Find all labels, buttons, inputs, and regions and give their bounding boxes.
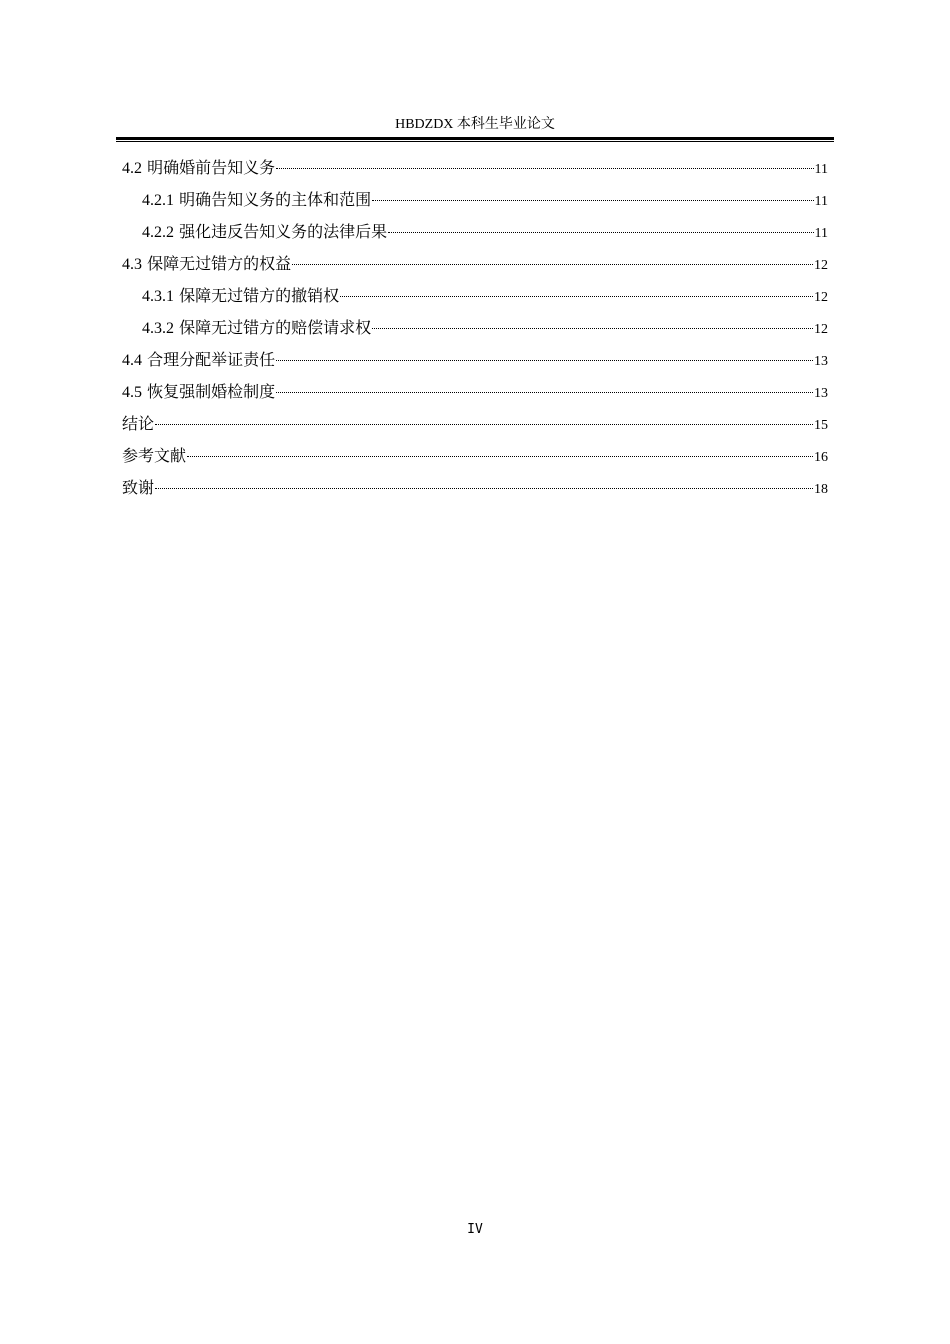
toc-entry-title: 结论: [122, 414, 155, 433]
toc-entry-title: 保障无过错方的赔偿请求权: [179, 318, 372, 337]
toc-entry-page: 16: [814, 450, 828, 465]
toc-entry-page: 11: [814, 162, 828, 177]
toc-entry-page: 11: [814, 194, 828, 209]
toc-entry-number: 4.3.2: [142, 320, 174, 337]
toc-entry[interactable]: [122, 188, 828, 220]
toc-entry[interactable]: [122, 284, 828, 316]
toc-entry-title: 参考文献: [122, 446, 187, 465]
toc-entry-page: 12: [814, 258, 828, 273]
toc-dot-leader: [276, 168, 813, 169]
toc-entry-title: 保障无过错方的权益: [147, 254, 292, 273]
toc-entry-label: [122, 380, 275, 405]
toc-entry-title: 保障无过错方的撤销权: [179, 286, 340, 305]
toc-entry-acknowledgements[interactable]: [122, 476, 828, 508]
toc-entry-title: 明确婚前告知义务: [147, 158, 276, 177]
toc-entry-number: 4.2.2: [142, 224, 174, 241]
running-header-title: HBDZDX 本科生毕业论文: [395, 117, 555, 132]
toc-entry[interactable]: [122, 252, 828, 284]
toc-dot-leader: [340, 296, 813, 297]
toc-entry[interactable]: [122, 380, 828, 412]
toc-dot-leader: [388, 232, 813, 233]
toc-entry-label: [142, 188, 371, 213]
toc-entry-label: [122, 252, 291, 277]
toc-dot-leader: [276, 392, 813, 393]
toc-entry-page: 12: [814, 322, 828, 337]
toc-entry-label: [122, 156, 275, 181]
header-rule-thin: [116, 141, 834, 142]
toc-dot-leader: [276, 360, 813, 361]
toc-entry[interactable]: [122, 348, 828, 380]
toc-entry[interactable]: [122, 156, 828, 188]
toc-entry-title: 恢复强制婚检制度: [147, 382, 276, 401]
toc-entry-label: [142, 316, 371, 341]
toc-entry-conclusion[interactable]: [122, 412, 828, 444]
toc-entry-title: 明确告知义务的主体和范围: [179, 190, 372, 209]
toc-entry[interactable]: [122, 316, 828, 348]
page-number: IV: [467, 1222, 483, 1237]
toc-entry-page: 13: [814, 386, 828, 401]
toc-entry-title: 致谢: [122, 478, 155, 497]
header-rule-thick: [116, 137, 834, 140]
toc-entry-number: 4.3.1: [142, 288, 174, 305]
toc-dot-leader: [292, 264, 813, 265]
table-of-contents: [122, 156, 828, 508]
toc-entry-number: 4.2: [122, 160, 142, 177]
toc-dot-leader: [187, 456, 813, 457]
toc-entry-references[interactable]: [122, 444, 828, 476]
toc-entry-number: 4.4: [122, 352, 142, 369]
toc-entry-page: 18: [814, 482, 828, 497]
toc-entry[interactable]: [122, 220, 828, 252]
toc-entry-page: 13: [814, 354, 828, 369]
toc-entry-label: [122, 348, 275, 373]
toc-dot-leader: [155, 488, 813, 489]
toc-entry-page: 12: [814, 290, 828, 305]
toc-dot-leader: [155, 424, 813, 425]
toc-entry-number: 4.2.1: [142, 192, 174, 209]
toc-entry-title: 强化违反告知义务的法律后果: [179, 222, 388, 241]
toc-entry-number: 4.5: [122, 384, 142, 401]
toc-entry-number: 4.3: [122, 256, 142, 273]
toc-entry-page: 15: [814, 418, 828, 433]
toc-dot-leader: [372, 328, 813, 329]
toc-entry-page: 11: [814, 226, 828, 241]
toc-entry-label: [142, 220, 387, 245]
toc-entry-label: [142, 284, 339, 309]
toc-dot-leader: [372, 200, 813, 201]
toc-entry-title: 合理分配举证责任: [147, 350, 276, 369]
